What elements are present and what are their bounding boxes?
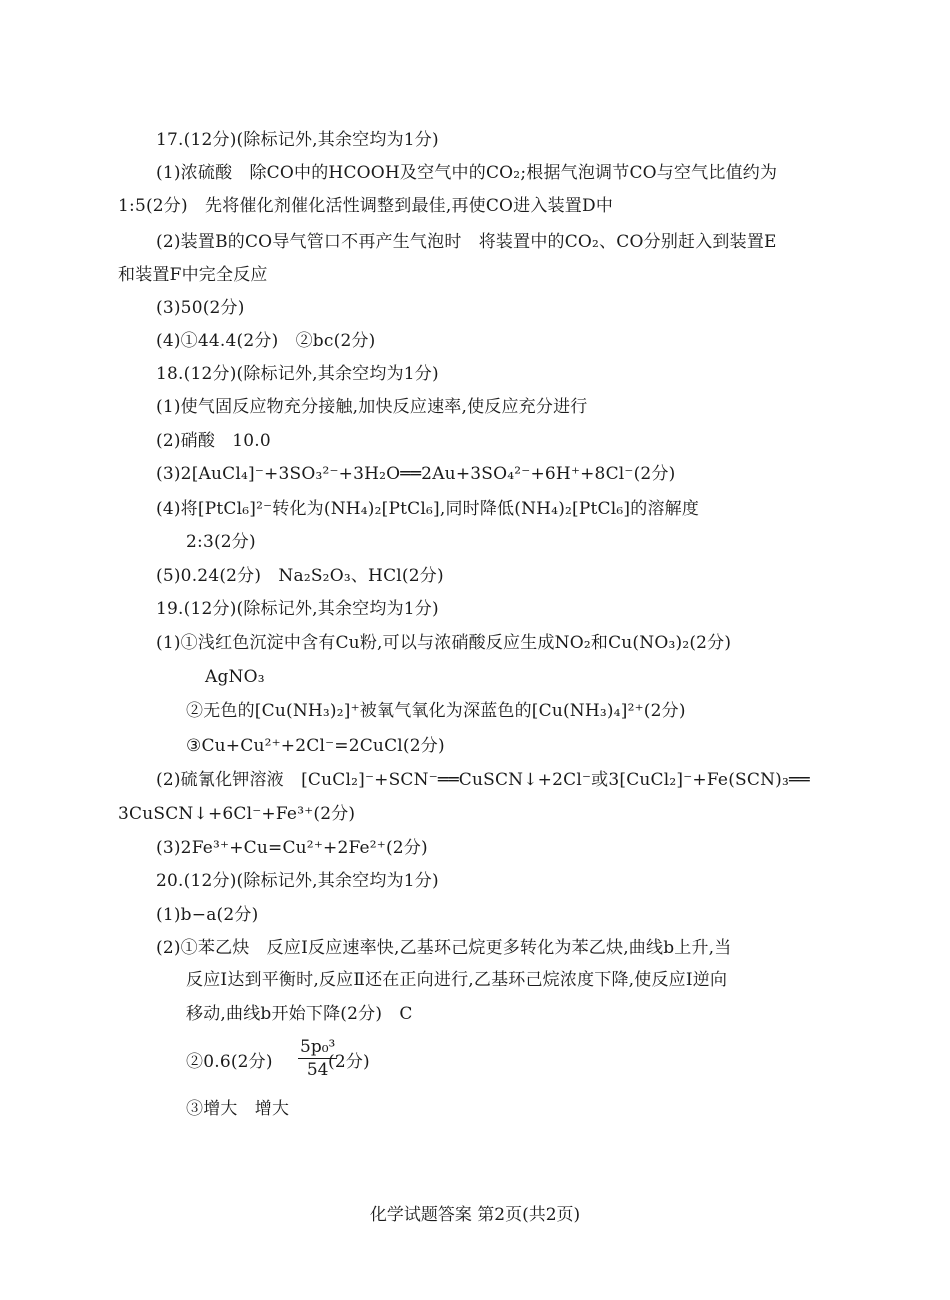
q19-title: 19.(12分)(除标记外,其余空均为1分)	[156, 599, 439, 619]
q20-part2-line3: 移动,曲线b开始下降(2分) C	[186, 1004, 413, 1024]
q20-part1: (1)b−a(2分)	[156, 905, 259, 925]
q18-part4-line1: (4)将[PtCl₆]²⁻转化为(NH₄)₂[PtCl₆],同时降低(NH₄)₂[PtCl₆]的溶解度	[156, 499, 700, 519]
q19-part1-line2: ②无色的[Cu(NH₃)₂]⁺被氧气氧化为深蓝色的[Cu(NH₃)₄]²⁺(2分)	[186, 701, 686, 721]
q20-part2-line1: (2)①苯乙炔 反应Ⅰ反应速率快,乙基环己烷更多转化为苯乙炔,曲线b上升,当	[156, 938, 732, 958]
q17-part2-line1: (2)装置B的CO导气管口不再产生气泡时 将装置中的CO₂、CO分别赶入到装置E	[156, 232, 777, 252]
q20-title: 20.(12分)(除标记外,其余空均为1分)	[156, 871, 439, 891]
q19-part2-line1: (2)硫氰化钾溶液 [CuCl₂]⁻+SCN⁻══CuSCN↓+2Cl⁻或3[CuCl₂]⁻+Fe(SCN)₃══	[156, 770, 810, 790]
q17-title: 17.(12分)(除标记外,其余空均为1分)	[156, 130, 439, 150]
q17-part4: (4)①44.4(2分) ②bc(2分)	[156, 331, 376, 351]
q17-part1-line1: (1)浓硫酸 除CO中的HCOOH及空气中的CO₂;根据气泡调节CO与空气比值约为	[156, 163, 778, 183]
page-footer: 化学试题答案 第2页(共2页)	[369, 1205, 581, 1225]
q19-part3: (3)2Fe³⁺+Cu=Cu²⁺+2Fe²⁺(2分)	[156, 838, 428, 858]
q19-part2-line2: 3CuSCN↓+6Cl⁻+Fe³⁺(2分)	[118, 804, 356, 824]
q18-title: 18.(12分)(除标记外,其余空均为1分)	[156, 364, 439, 384]
q20-part2-line2: 反应Ⅰ达到平衡时,反应Ⅱ还在正向进行,乙基环己烷浓度下降,使反应Ⅰ逆向	[186, 970, 728, 990]
fraction-numerator: 5p₀³	[300, 1037, 336, 1057]
q20-part2-answer-right: (2分)	[328, 1052, 370, 1072]
q17-part1-line2: 1:5(2分) 先将催化剂催化活性调整到最佳,再使CO进入装置D中	[118, 196, 614, 216]
fraction-denominator: 54	[306, 1060, 329, 1080]
q20-part2-line5: ③增大 增大	[186, 1099, 290, 1119]
q18-part1: (1)使气固反应物充分接触,加快反应速率,使反应充分进行	[156, 397, 588, 417]
q17-part3: (3)50(2分)	[156, 298, 245, 318]
q19-part1-line1: (1)①浅红色沉淀中含有Cu粉,可以与浓硝酸反应生成NO₂和Cu(NO₃)₂(2分)	[156, 633, 732, 653]
q20-part2-answer-left: ②0.6(2分)	[186, 1052, 273, 1072]
q19-part1-line3: ③Cu+Cu²⁺+2Cl⁻=2CuCl(2分)	[186, 736, 445, 756]
q18-part4-line2: 2:3(2分)	[186, 532, 256, 552]
q17-part2-line2: 和装置F中完全反应	[118, 265, 268, 285]
q18-part5: (5)0.24(2分) Na₂S₂O₃、HCl(2分)	[156, 566, 444, 586]
q18-part3: (3)2[AuCl₄]⁻+3SO₃²⁻+3H₂O══2Au+3SO₄²⁻+6H⁺+8Cl⁻(2分)	[156, 464, 676, 484]
q19-part1-reagent: AgNO₃	[205, 667, 265, 687]
q18-part2: (2)硝酸 10.0	[156, 431, 271, 451]
